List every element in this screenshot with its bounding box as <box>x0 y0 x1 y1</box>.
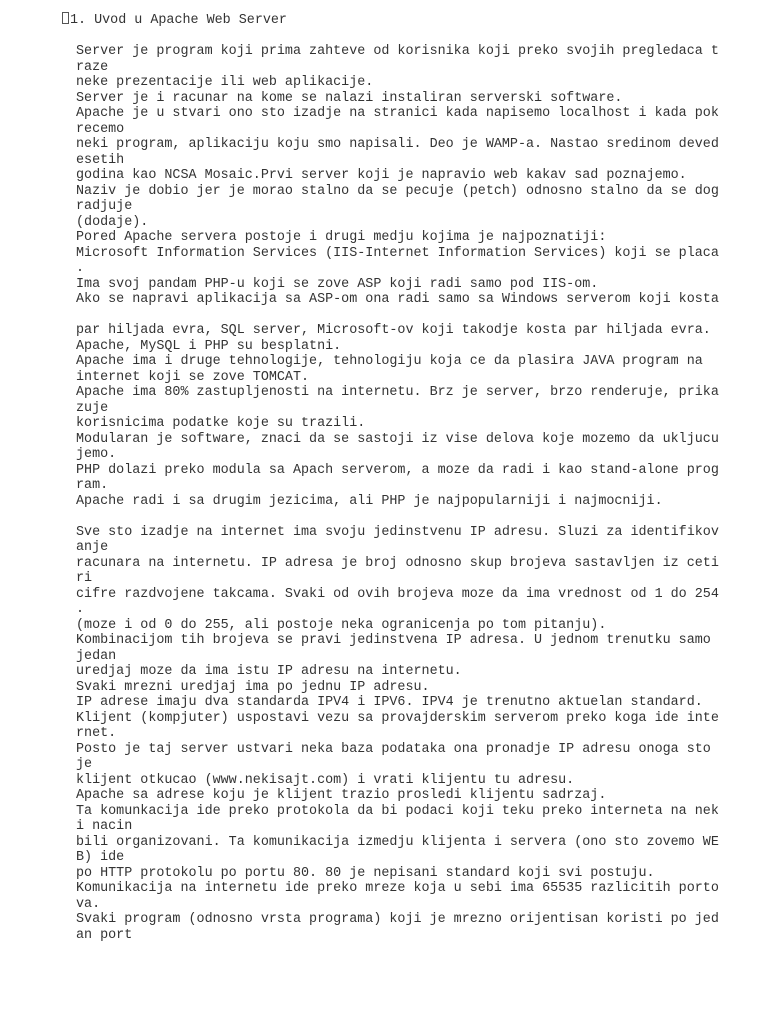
text-line: Apache ima i druge tehnologije, tehnologiju koja ce da plasira JAVA program na <box>76 354 703 369</box>
text-line: anje <box>76 540 109 555</box>
text-line: Ima svoj pandam PHP-u koji se zove ASP koji radi samo pod IIS-om. <box>76 276 599 292</box>
text-line: . <box>76 261 85 276</box>
text-line: neke prezentacije ili web aplikacije. <box>76 75 374 90</box>
text-line: cifre razdvojene takcama. Svaki od ovih brojeva moze da ima vrednost od 1 do 254 <box>76 586 719 602</box>
text-line: (dodaje). <box>76 214 149 230</box>
text-line <box>76 308 719 324</box>
text-line: godina kao NCSA Mosaic.Prvi server koji je napravio web kakav sad poznajemo. <box>76 168 687 183</box>
text-line: Apache je u stvari ono sto izadje na stranici kada napisemo localhost i kada pok <box>76 106 719 121</box>
text-line: klijent otkucao (www.nekisajt.com) i vrati klijentu tu adresu. <box>76 772 575 788</box>
text-line: Klijent (kompjuter) uspostavi vezu sa provajderskim serverom preko koga ide inte <box>76 710 719 726</box>
text-line: Microsoft Information Services (IIS-Internet Information Services) koji se placa <box>76 245 719 261</box>
text-line: recemo <box>76 121 125 137</box>
text-line: an port <box>76 927 133 943</box>
text-line: i nacin <box>76 819 133 834</box>
text-line: bili organizovani. Ta komunikacija izmedju klijenta i servera (ono sto zovemo WE <box>76 834 719 850</box>
text-line: po HTTP protokolu po portu 80. 80 je nepisani standard koji svi postuju. <box>76 865 655 881</box>
text-line: Svaki program (odnosno vrsta programa) koji je mrezno orijentisan koristi po jed <box>76 912 719 927</box>
text-line: Komunikacija na internetu ide preko mreze koja u sebi ima 65535 razlicitih porto <box>76 881 719 896</box>
text-line: ram. <box>76 478 109 493</box>
text-line: B) ide <box>76 850 125 865</box>
text-line: jedan <box>76 648 117 664</box>
text-line: IP adrese imaju dva standarda IPV4 i IPV6. IPV4 je trenutno aktuelan standard. <box>76 695 703 710</box>
text-line: va. <box>76 896 101 912</box>
text-line: internet koji se zove TOMCAT. <box>76 369 310 385</box>
text-line: Server je program koji prima zahteve od korisnika koji preko svojih pregledaca t <box>76 44 719 59</box>
text-line: Apache ima 80% zastupljenosti na internetu. Brz je server, brzo renderuje, prika <box>76 385 719 400</box>
text-line: radjuje <box>76 199 133 214</box>
text-line: zuje <box>76 400 109 416</box>
text-line: Svaki mrezni uredjaj ima po jednu IP adresu. <box>76 679 430 695</box>
text-line: Kombinacijom tih brojeva se pravi jedinstvena IP adresa. U jednom trenutku samo <box>76 633 711 648</box>
text-line: jemo. <box>76 447 117 462</box>
text-line <box>76 509 719 525</box>
text-line: Ta komunkacija ide preko protokola da bi podaci koji teku preko interneta na nek <box>76 803 719 819</box>
text-line: je <box>76 757 93 772</box>
text-line: par hiljada evra, SQL server, Microsoft-ov koji takodje kosta par hiljada evra. <box>76 323 711 338</box>
document-heading-row <box>62 12 287 29</box>
text-line: rnet. <box>76 726 117 741</box>
text-line: korisnicima podatke koje su trazili. <box>76 416 366 431</box>
text-line: esetih <box>76 152 125 168</box>
text-line: neki program, aplikaciju koju smo napisali. Deo je WAMP-a. Nastao sredinom deved <box>76 137 719 152</box>
text-line: Posto je taj server ustvari neka baza podataka ona pronadje IP adresu onoga sto <box>76 741 711 757</box>
text-line: racunara na internetu. IP adresa je broj odnosno skup brojeva sastavljen iz ceti <box>76 555 719 571</box>
text-line: (moze i od 0 do 255, ali postoje neka ogranicenja po tom pitanju). <box>76 617 607 633</box>
text-line: raze <box>76 59 109 75</box>
missing-glyph-icon <box>62 12 69 24</box>
text-line: Sve sto izadje na internet ima svoju jedinstvenu IP adresu. Sluzi za identifikov <box>76 524 719 540</box>
text-line: Modularan je software, znaci da se sastoji iz vise delova koje mozemo da ukljucu <box>76 431 719 447</box>
text-line: ri <box>76 571 93 586</box>
text-line: uredjaj moze da ima istu IP adresu na internetu. <box>76 664 462 679</box>
text-line: PHP dolazi preko modula sa Apach serverom, a moze da radi i kao stand-alone prog <box>76 462 719 478</box>
document-body <box>76 44 719 943</box>
text-line: Apache sa adrese koju je klijent trazio prosledi klijentu sadrzaj. <box>76 788 607 803</box>
text-line: Ako se napravi aplikacija sa ASP-om ona radi samo sa Windows serverom koji kosta <box>76 292 719 307</box>
text-line: Server je i racunar na kome se nalazi instaliran serverski software. <box>76 90 623 106</box>
document-heading: 1. Uvod u Apache Web Server <box>70 13 287 28</box>
text-line: . <box>76 602 85 617</box>
text-line: Apache, MySQL i PHP su besplatni. <box>76 338 342 354</box>
text-line: Apache radi i sa drugim jezicima, ali PHP je najpopularniji i najmocniji. <box>76 493 663 509</box>
text-line: Pored Apache servera postoje i drugi medju kojima je najpoznatiji: <box>76 230 607 245</box>
text-line: Naziv je dobio jer je morao stalno da se pecuje (petch) odnosno stalno da se dog <box>76 183 719 199</box>
